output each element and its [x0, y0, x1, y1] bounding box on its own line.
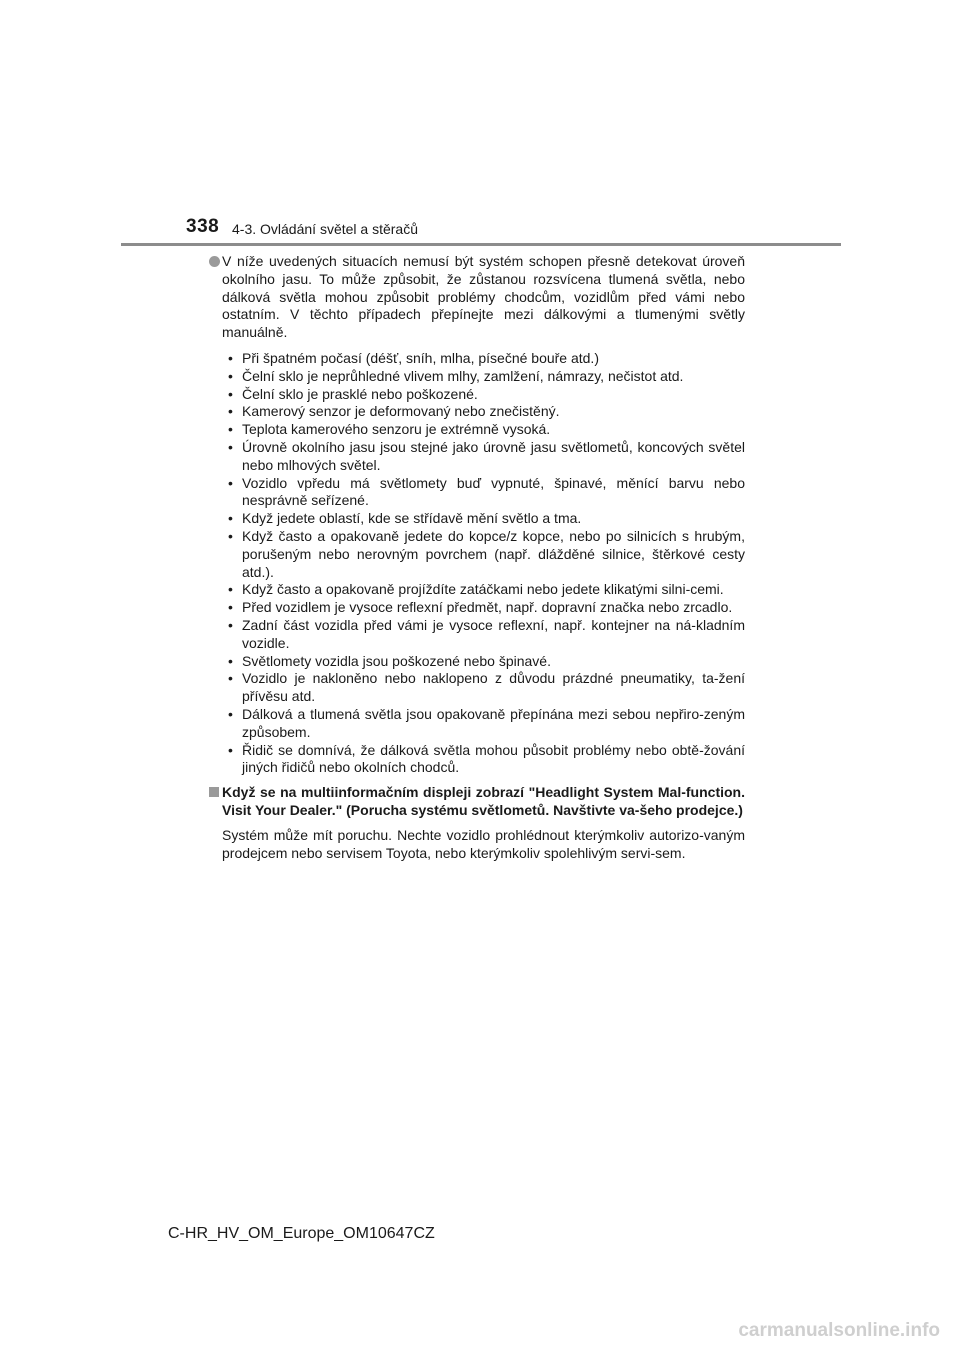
list-item	[228, 617, 745, 653]
list-bullet-icon: •	[228, 527, 233, 544]
list-item-text: Před vozidlem je vysoce reflexní předmět, např. dopravní značka nebo zrcadlo.	[242, 599, 733, 616]
document-code: C-HR_HV_OM_Europe_OM10647CZ	[168, 1225, 435, 1242]
list-item-text: Vozidlo je nakloněno nebo naklopeno z důvodu prázdné pneumatiky, ta-žení přívěsu atd.	[242, 670, 745, 705]
list-item	[228, 653, 745, 671]
list-item	[228, 350, 745, 368]
list-item	[228, 386, 745, 404]
list-item-text: Dálková a tlumená světla jsou opakovaně přepínána mezi sebou nepřiro-zeným způsobem.	[242, 705, 745, 740]
circle-bullet-icon	[209, 256, 220, 267]
list-item-text: Světlomety vozidla jsou poškozené nebo špinavé.	[242, 652, 551, 669]
list-item-text: Když často a opakovaně projíždíte zatáčkami nebo jedete klikatými silni-cemi.	[242, 581, 724, 598]
list-bullet-icon: •	[228, 670, 233, 687]
list-bullet-icon: •	[228, 349, 233, 366]
list-bullet-icon: •	[228, 599, 233, 616]
list-bullet-icon: •	[228, 403, 233, 420]
list-item-text: Vozidlo vpředu má světlomety buď vypnuté, špinavé, měnící barvu nebo nesprávně seřízené.	[242, 474, 745, 509]
list-item-text: Řidič se domnívá, že dálková světla mohou působit problémy nebo obtě-žování jiných řidičů nebo okolních chodců.	[242, 741, 745, 776]
list-item-text: Úrovně okolního jasu jsou stejné jako úrovně jasu světlometů, koncových světel nebo mlhových světel.	[242, 438, 745, 473]
page-content	[222, 253, 745, 862]
list-item	[228, 599, 745, 617]
list-item	[228, 528, 745, 581]
list-item	[228, 742, 745, 778]
list-item-text: Při špatném počasí (déšť, sníh, mlha, písečné bouře atd.)	[242, 349, 599, 366]
list-item	[228, 368, 745, 386]
list-item-text: Teplota kamerového senzoru je extrémně vysoká.	[242, 421, 551, 438]
list-item-text: Když jedete oblastí, kde se střídavě mění světlo a tma.	[242, 510, 582, 527]
list-bullet-icon: •	[228, 510, 233, 527]
list-item	[228, 439, 745, 475]
intro-paragraph	[222, 253, 745, 342]
list-item	[228, 581, 745, 599]
watermark: carmanualsonline.info	[738, 1320, 940, 1341]
malfunction-body: Systém může mít poruchu. Nechte vozidlo prohlédnout kterýmkoliv autorizo-vaným prodejcem nebo servisem Toyota, nebo kterýmkoliv spolehlivým servi-sem.	[222, 826, 745, 861]
list-bullet-icon: •	[228, 438, 233, 455]
list-bullet-icon: •	[228, 741, 233, 758]
header-divider	[121, 243, 841, 246]
list-item-text: Když často a opakovaně jedete do kopce/z kopce, nebo po silnicích s hrubým, porušeným nebo nerovným povrchem (např. dlážděné silnice, štěrkové cesty atd.).	[242, 527, 745, 580]
list-item	[228, 510, 745, 528]
list-bullet-icon: •	[228, 581, 233, 598]
list-item-text: Čelní sklo je prasklé nebo poškozené.	[242, 385, 478, 402]
section-title: 4-3. Ovládání světel a stěračů	[232, 221, 418, 237]
list-item	[228, 421, 745, 439]
list-bullet-icon: •	[228, 652, 233, 669]
list-item	[228, 403, 745, 421]
list-bullet-icon: •	[228, 385, 233, 402]
list-item-text: Kamerový senzor je deformovaný nebo znečistěný.	[242, 403, 560, 420]
list-bullet-icon: •	[228, 705, 233, 722]
list-item	[228, 706, 745, 742]
square-bullet-icon	[209, 787, 219, 797]
malfunction-heading-text: Když se na multiinformačním displeji zobrazí "Headlight System Mal-function. Visit Your Dealer." (Porucha systému světlometů. Navštivte va-šeho prodejce.)	[222, 784, 745, 818]
list-item-text: Zadní část vozidla před vámi je vysoce reflexní, např. kontejner na ná-kladním vozidle.	[242, 616, 745, 651]
list-item	[228, 670, 745, 706]
intro-text: V níže uvedených situacích nemusí být systém schopen přesně detekovat úroveň okolního jasu. To může způsobit, že zůstanou rozsvícena tlumená světla, nebo dálková světla mohou způsobit problémy chodcům, vozidlům před vámi nebo ostatním. V těchto případech přepínejte mezi dálkovými a tlumenými světly manuálně.	[222, 253, 745, 341]
list-item-text: Čelní sklo je neprůhledné vlivem mlhy, zamlžení, námrazy, nečistot atd.	[242, 367, 684, 384]
malfunction-heading	[222, 784, 745, 820]
page-number: 338	[186, 216, 220, 237]
list-bullet-icon: •	[228, 367, 233, 384]
list-bullet-icon: •	[228, 421, 233, 438]
list-bullet-icon: •	[228, 474, 233, 491]
list-bullet-icon: •	[228, 616, 233, 633]
situations-list	[222, 350, 745, 777]
list-item	[228, 475, 745, 511]
